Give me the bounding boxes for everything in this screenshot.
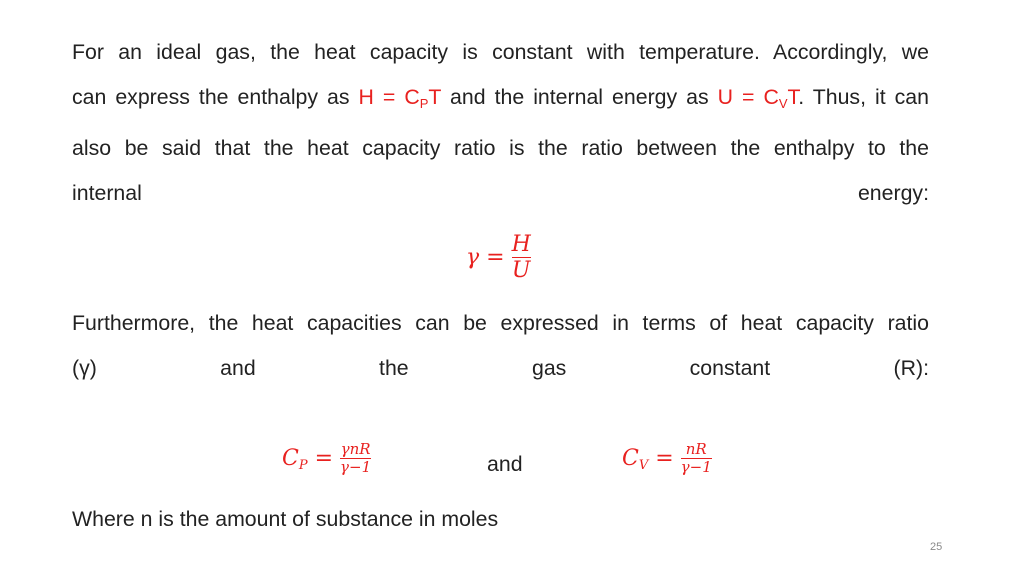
gamma-denominator: U: [511, 258, 531, 284]
intro-line-3: also be said that the heat capacity ratio is the ratio between the enthalpy to the: [72, 136, 929, 160]
enthalpy-expression-tail: T: [428, 85, 442, 109]
intro-line-2-end: . Thus, it can: [798, 85, 929, 109]
cp-fraction: [340, 441, 371, 477]
cv-fraction: [681, 441, 712, 477]
capacity-paragraph: [72, 301, 929, 391]
internal-energy-expression-subscript: V: [778, 96, 788, 111]
gamma-fraction: [512, 232, 531, 284]
page-number: 25: [930, 541, 943, 553]
cp-symbol-subscript: P: [298, 457, 308, 473]
intro-line-2-start: can express the enthalpy as: [72, 85, 359, 109]
and-connector: and: [487, 452, 523, 476]
cp-numerator: γnR: [340, 440, 371, 458]
intro-line-2: [72, 75, 929, 126]
cv-equation: [622, 441, 712, 477]
enthalpy-expression-subscript: P: [419, 96, 429, 111]
capacity-line-2: (γ) and the gas constant (R):: [72, 356, 929, 380]
gamma-numerator: H: [511, 232, 531, 257]
intro-line-1: For an ideal gas, the heat capacity is constant with temperature. Accordingly, we: [72, 40, 929, 64]
capacity-line-1: Furthermore, the heat capacities can be expressed in terms of heat capacity ratio: [72, 311, 929, 335]
internal-energy-expression-main: U = C: [717, 85, 779, 109]
internal-energy-expression-tail: T: [787, 85, 799, 109]
cp-symbol: [282, 446, 308, 471]
cp-denominator: γ−1: [340, 458, 372, 477]
moles-note: [72, 497, 929, 542]
intro-line-2-middle: and the internal energy as: [441, 85, 718, 109]
gamma-equation-lhs: γ =: [466, 244, 505, 270]
cp-equation: [282, 441, 371, 477]
cv-numerator: nR: [685, 440, 707, 458]
cv-denominator: γ−1: [680, 458, 712, 477]
cp-symbol-main: C: [282, 445, 299, 471]
gamma-equation: [466, 232, 531, 284]
intro-paragraph: [72, 30, 929, 216]
cp-equals: =: [307, 445, 334, 471]
enthalpy-expression: [359, 85, 442, 109]
internal-energy-expression: [718, 85, 799, 109]
cv-symbol: [622, 446, 648, 471]
cv-equals: =: [648, 445, 674, 471]
intro-line-4: internal energy:: [72, 181, 929, 205]
cv-symbol-main: C: [622, 445, 639, 471]
cv-symbol-subscript: V: [638, 457, 649, 473]
moles-note-text: Where n is the amount of substance in moles: [72, 507, 499, 531]
enthalpy-expression-main: H = C: [358, 85, 420, 109]
